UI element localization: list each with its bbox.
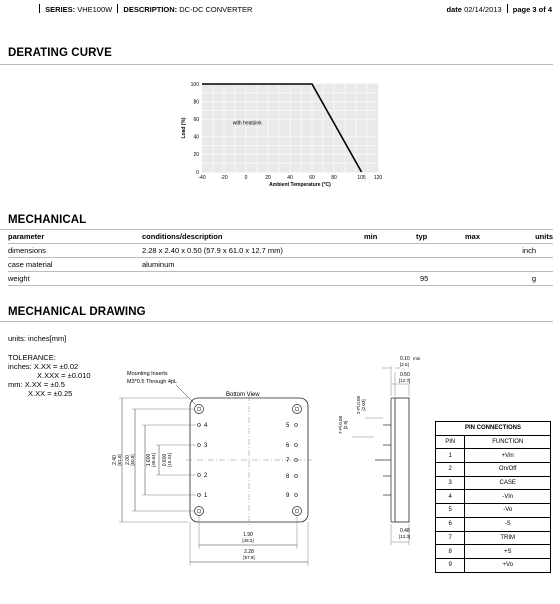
col-units: units [535,232,553,241]
inserts-label-1: Mounting Inserts [127,371,168,377]
tol-mm-xxx: X.XX = ±0.25 [28,389,73,398]
x-tick-label: 120 [373,175,383,181]
y-tick-label: 0 [196,169,199,176]
units-note: units: inches[mm] [8,334,67,343]
function-cell: -S [465,517,551,531]
cell-conditions: 2.28 x 2.40 x 0.50 (57.9 x 61.0 x 12.7 mm) [142,246,283,255]
dim-240-mm: [61.0] [117,454,122,466]
pin-cell: 3 [436,476,465,490]
col-conditions: conditions/description [142,232,223,241]
x-tick-label: 60 [309,175,315,181]
mounting-insert [293,507,302,516]
pin-cell: 5 [436,504,465,518]
table-row [436,476,551,490]
pin-label: 4 [204,423,208,429]
pin-2 [198,473,208,479]
pin-1 [198,493,208,499]
pin-7 [286,458,297,464]
dim-010: 0.10 [400,356,410,362]
function-cell: TRIM [465,531,551,545]
table-row [436,558,551,572]
y-tick-label: 60 [193,117,199,123]
x-tick-label: -20 [220,175,228,181]
x-tick-label: 105 [357,175,366,181]
function-cell: CASE [465,476,551,490]
dim-2pl: 2-Pl.0.08 [356,395,361,415]
table-row [436,545,551,559]
dim-048-mm: [12.3] [399,534,411,539]
dim-2pl-mm: [2.03] [361,399,366,411]
dim-240: 2.40 [112,455,118,465]
chart-ylabel: Load (%) [181,117,187,139]
y-tick-label: 40 [193,134,199,141]
pin-label: 5 [286,423,290,429]
pin-8 [286,474,297,480]
page-value: 3 of 4 [532,5,552,14]
mounting-insert [293,405,302,414]
dim-200-mm: [50.8] [130,454,135,466]
x-tick-label: 80 [331,175,337,181]
dim-060-mm: [15.24] [167,453,172,467]
dim-010-mm: [2.5] [400,362,409,367]
chart-annotation: with heatsink [232,120,262,127]
pin-label: 8 [286,474,290,480]
function-cell: +Vo [465,558,551,572]
dim-200: 2.00 [125,455,131,465]
dim-7pl-mm: [2.0] [343,420,348,430]
pin-cell: 7 [436,531,465,545]
col-min: min [364,232,378,241]
dim-160: 1.600 [146,453,152,467]
insert-leader [176,385,196,405]
tol-mm-label: mm: [8,380,23,389]
bottom-view-label: Bottom View [226,392,260,398]
page-label: page [512,5,531,14]
x-tick-label: -40 [198,175,206,181]
function-cell: -Vin [465,490,551,504]
pin-cell: 1 [436,449,465,463]
date-value: 02/14/2013 [464,5,502,14]
tol-xx: X.XX = ±0.02 [33,362,79,371]
dim-050-mm: [12.7] [399,378,411,383]
description-value: DC-DC CONVERTER [179,5,253,14]
dim-228: 2.28 [244,549,254,555]
pin-cell: 4 [436,490,465,504]
chart-xlabel: Ambient Temperature (°C) [269,182,331,188]
cell-conditions: aluminum [142,260,175,269]
side-view-pins [375,425,391,495]
mounting-insert [195,405,204,414]
cell-typ: 95 [420,274,429,283]
cell-units: g [531,274,536,283]
table-row [436,531,551,545]
tol-mm-xx: X.XX = ±0.5 [24,380,65,389]
dim-7pl: 7-Pl.0.08 [338,415,343,435]
y-tick-label: 100 [190,81,199,88]
date-label: date [446,5,462,14]
pin-table-title: PIN CONNECTIONS [436,422,551,436]
cell-parameter: dimensions [8,246,46,255]
pin-5 [286,423,297,429]
table-row [436,490,551,504]
tol-xxx: X.XXX = ±0.010 [37,371,91,380]
function-cell: On/Off [465,463,551,477]
x-tick-label: 0 [244,175,248,181]
pin-label: 6 [286,443,290,449]
x-tick-label: 20 [265,175,271,181]
function-cell: -Vo [465,504,551,518]
col-parameter: parameter [8,232,45,241]
y-tick-label: 80 [193,99,199,106]
pin-label: 1 [204,493,208,499]
y-tick-label: 20 [193,152,199,159]
description-label: DESCRIPTION: [123,5,178,14]
mounting-insert [195,507,204,516]
pin-label: 9 [286,493,290,499]
table-row [436,449,551,463]
table-row [436,463,551,477]
function-cell: +Vin [465,449,551,463]
table-row [436,504,551,518]
tol-inch-label: inches: [8,362,32,371]
dim-060: 0.600 [162,453,168,467]
function-cell: +S [465,545,551,559]
table-row [436,517,551,531]
dim-228-mm: [57.9] [243,555,255,560]
pin-4 [198,423,208,429]
pin-cell: 6 [436,517,465,531]
pin-cell: 9 [436,558,465,572]
function-col-header: FUNCTION [465,435,551,449]
side-view-body [395,398,409,522]
tolerance-title: TOLERANCE: [8,353,56,362]
series-value: VHE100W [77,5,113,14]
series-label: SERIES: [45,5,76,14]
derating-title: DERATING CURVE [8,47,112,59]
dim-190-mm: [48.2] [242,538,254,543]
x-tick-label: 40 [287,175,293,181]
dim-050: 0.50 [400,372,410,378]
dim-048: 0.48 [400,528,410,534]
pin-6 [286,443,297,449]
col-typ: typ [416,232,428,241]
dim-010-min: min [413,356,421,361]
pin-label: 2 [204,473,208,479]
mechanical-title: MECHANICAL [8,214,87,226]
cell-parameter: case material [8,260,53,269]
drawing-title: MECHANICAL DRAWING [8,306,146,318]
cell-units: inch [522,246,536,255]
cell-parameter: weight [8,274,30,283]
dim-160-mm: [40.64] [151,453,156,467]
inserts-label-2: M3*0.5 Through 4pL [127,379,178,385]
pin-label: 7 [286,458,290,464]
pin-3 [198,443,208,449]
col-max: max [465,232,481,241]
pin-9 [286,493,297,499]
pin-col-header: PIN [436,435,465,449]
pin-cell: 2 [436,463,465,477]
pin-connections-table [435,421,551,573]
dim-190: 1.90 [243,532,253,538]
pin-label: 3 [204,443,208,449]
pin-cell: 8 [436,545,465,559]
